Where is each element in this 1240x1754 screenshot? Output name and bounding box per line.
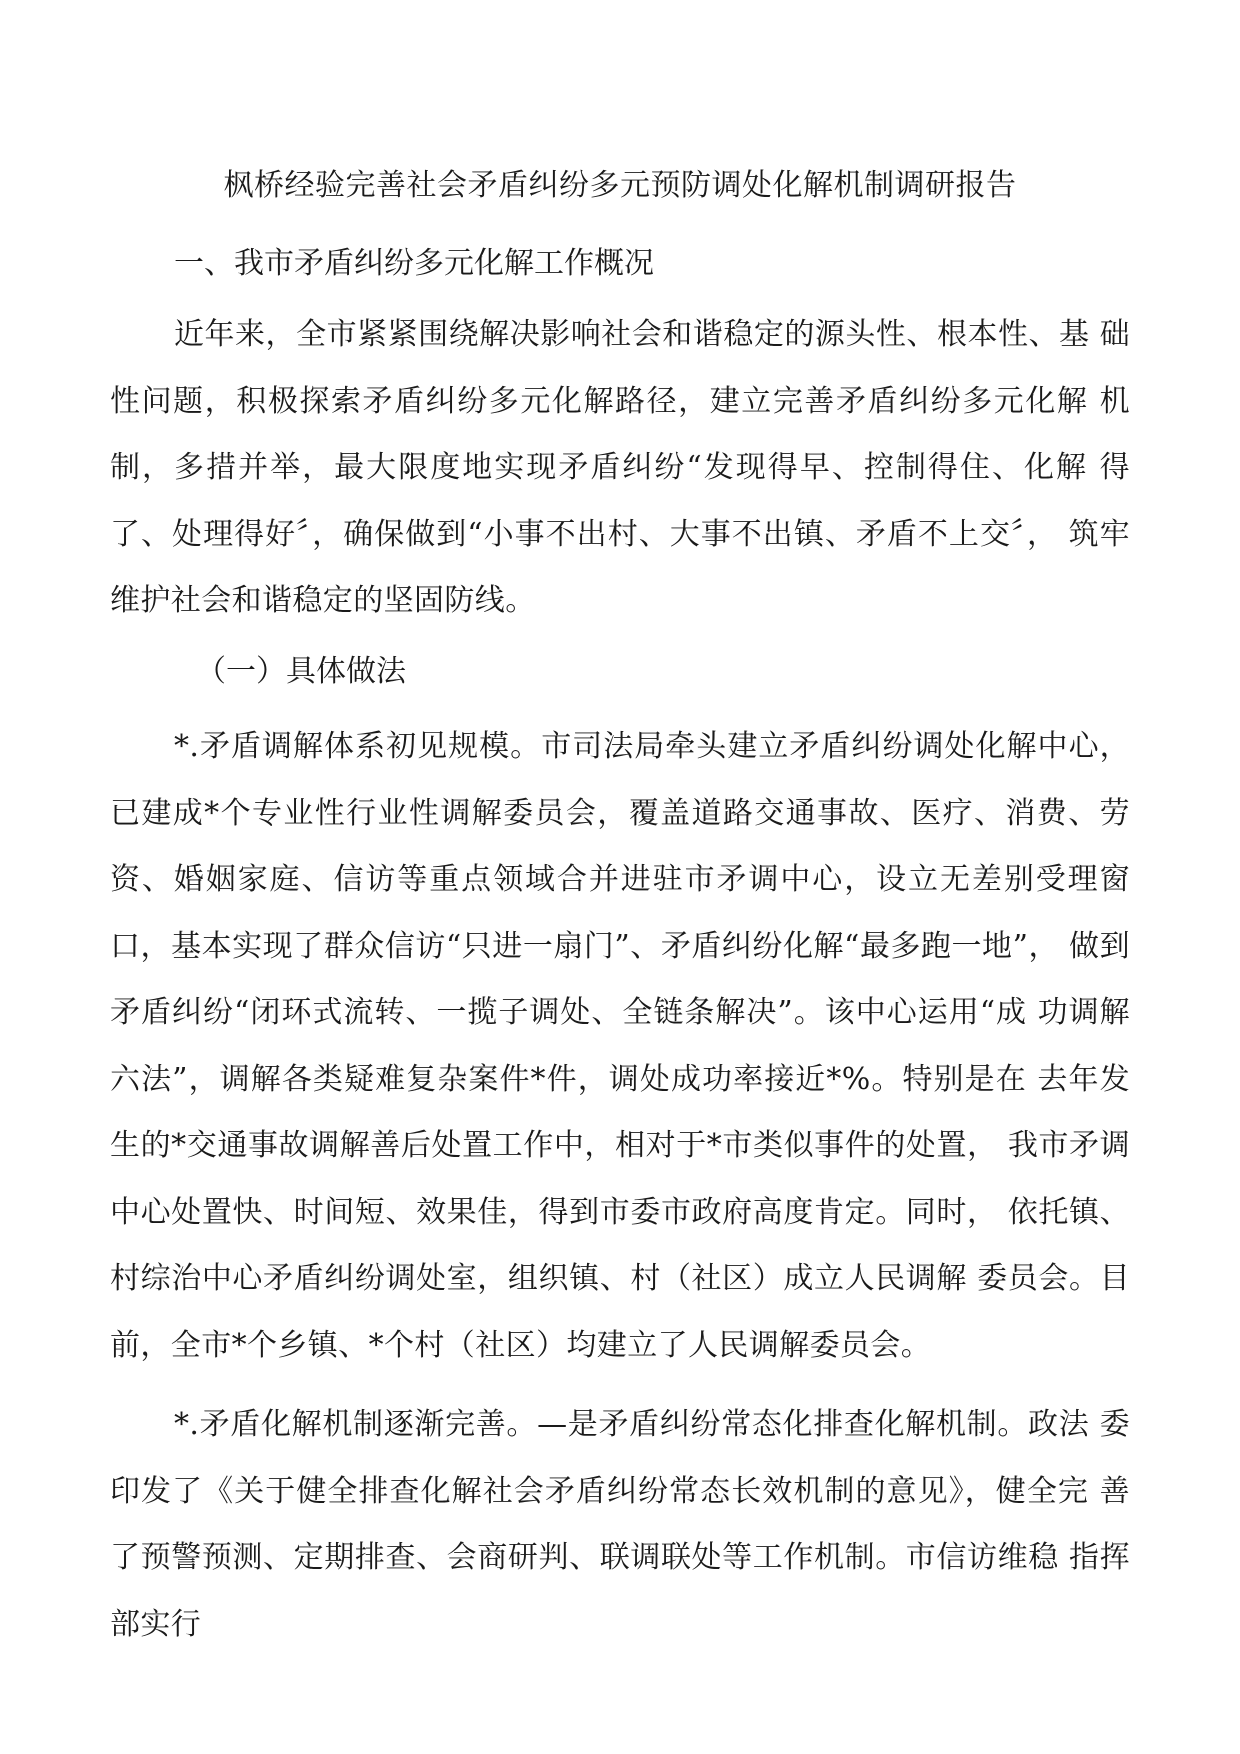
section-heading: 一、我市矛盾纠纷多元化解工作概况: [174, 246, 654, 281]
body-paragraph: *.矛盾化解机制逐渐完善。—是矛盾纠纷常态化排查化解机制。政法 委印发了《关于健全排查化解社会矛盾纠纷常态长效机制的意见》，健全完 善了预警预测、定期排查、会商研判、联调联处等工作机制。市信访维稳 指挥部实行: [110, 1407, 1130, 1642]
subsection-heading: （一）具体做法: [196, 654, 406, 689]
body-paragraph: *.矛盾调解体系初见规模。市司法局牵头建立矛盾纠纷调处化解中心， 已建成*个专业性行业性调解委员会，覆盖道路交通事故、医疗、消费、劳 资、婚姻家庭、信访等重点领域合并进驻市矛调中心，设立无差别受理窗 口，基本实现了群众信访“只进一扇门”、矛盾纠纷化解“最多跑一地”， 做到矛盾纠纷“闭环式流转、一揽子调处、全链条解决”。该中心运用“成 功调解六法”，调解各类疑难复杂案件*件，调处成功率接近*%。特别是在 去年发生的*交通事故调解善后处置工作中，相对于*市类似事件的处置， 我市矛调中心处置快、时间短、效果佳，得到市委市政府高度肯定。同时， 依托镇、村综治中心矛盾纠纷调处室，组织镇、村（社区）成立人民调解 委员会。目前，全市*个乡镇、*个村（社区）均建立了人民调解委员会。: [110, 729, 1130, 1363]
document-title: 枫桥经验完善社会矛盾纠纷多元预防调处化解机制调研报告: [223, 168, 1017, 203]
intro-paragraph: 近年来，全市紧紧围绕解决影响社会和谐稳定的源头性、根本性、基 础性问题，积极探索矛盾纠纷多元化解路径，建立完善矛盾纠纷多元化解 机制，多措并举，最大限度地实现矛盾纠纷“发现得早、控制得住、化解 得了、处理得好〞，确保做到“小事不出村、大事不出镇、矛盾不上交〞， 筑牢维护社会和谐稳定的坚固防线。: [110, 317, 1130, 618]
